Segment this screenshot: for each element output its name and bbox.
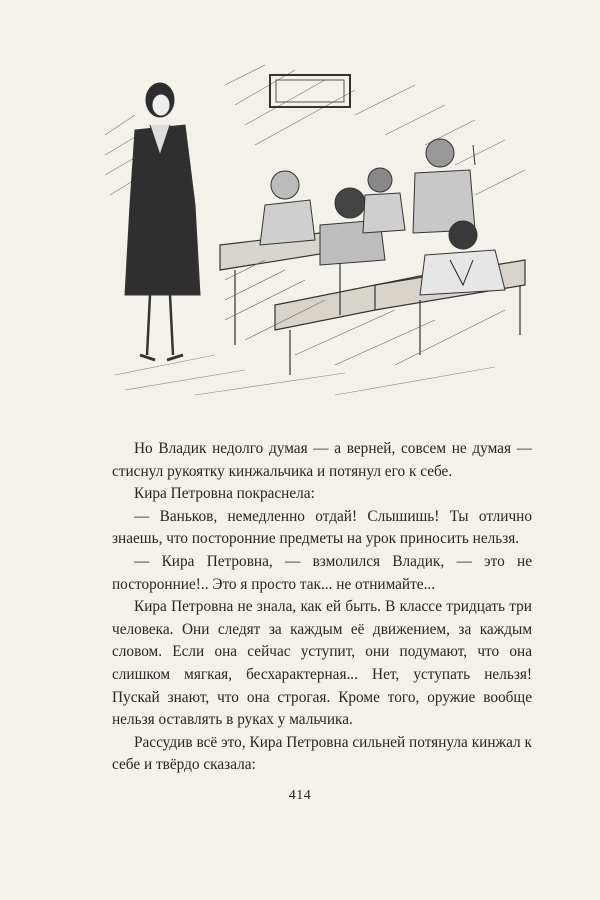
- page-number: 414: [288, 788, 312, 803]
- paragraph: — Ваньков, немедленно отдай! Слышишь! Ты отлично знаешь, что посторонние предметы на урок приносить нельзя.: [112, 507, 532, 548]
- teacher-figure: [125, 83, 200, 360]
- pupils: [260, 139, 505, 295]
- paragraph: Рассудив всё это, Кира Петровна сильней потянула кинжал к себе и твёрдо сказала:: [112, 733, 532, 774]
- paragraph: — Кира Петровна, — взмолился Владик, — это не посторонние!.. Это я просто так... не отнимайте...: [112, 552, 532, 593]
- paragraph: Но Владик недолго думая — а верней, совсем не думая — стиснул рукоятку кинжальчика и потянул его к себе.: [112, 440, 532, 480]
- body-text: [112, 438, 532, 777]
- paragraph: Кира Петровна покраснела:: [134, 485, 315, 503]
- paragraph: Кира Петровна не знала, как ей быть. В классе тридцать три человека. Они следят за каждым её движением, за каждым словом. Если она сейчас уступит, они подумают, что она слишком мягкая, бесхарактерная... Нет, уступать нельзя! Пускай знают, что она строгая. Кроме того, оружие вообще нельзя оставлять в руках у мальчика.: [112, 598, 532, 729]
- classroom-illustration: [95, 55, 535, 400]
